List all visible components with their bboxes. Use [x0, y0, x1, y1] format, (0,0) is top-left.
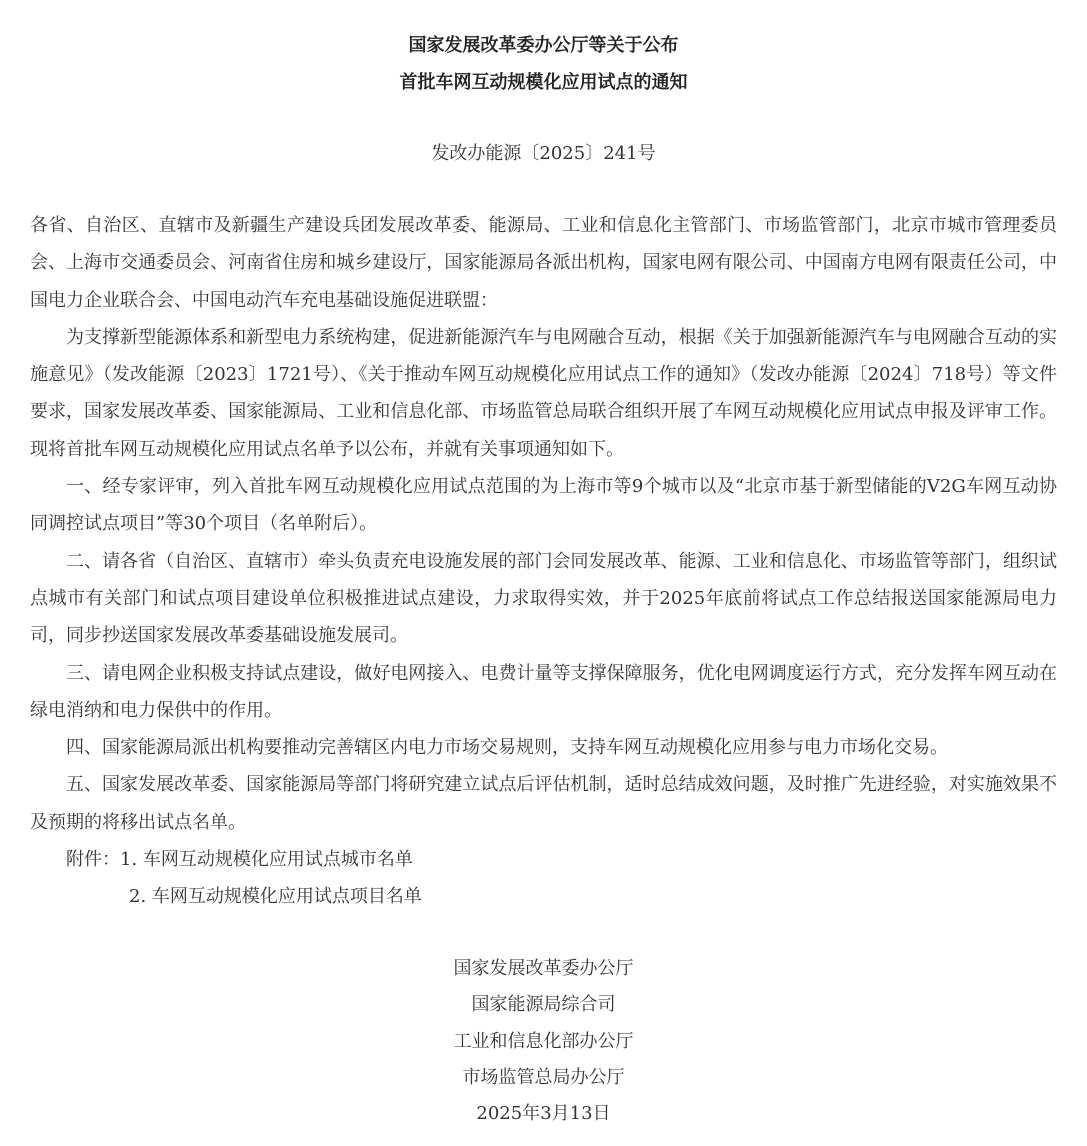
document-body — [30, 207, 1057, 916]
paragraph-intro: 为支撑新型能源体系和新型电力系统构建，促进新能源汽车与电网融合互动，根据《关于加强新能源汽车与电网融合互动的实施意见》（发改能源〔2023〕1721号）、《关于推动车网互动规模化应用试点工作的通知》（发改办能源〔2024〕718号）等文件要求，国家发展改革委、国家能源局、工业和信息化部、市场监管总局联合组织开展了车网互动规模化应用试点申报及评审工作。现将首批车网互动规模化应用试点名单予以公布，并就有关事项通知如下。 — [30, 326, 1057, 460]
title-line-2: 首批车网互动规模化应用试点的通知 — [399, 72, 688, 93]
signature-block — [30, 951, 1057, 1132]
paragraph-item-2: 二、请各省（自治区、直辖市）牵头负责充电设施发展的部门会同发展改革、能源、工业和信息化、市场监管等部门，组织试点城市有关部门和试点项目建设单位积极推进试点建设，力求取得实效，并于2025年底前将试点工作总结报送国家能源局电力司，同步抄送国家发展改革委基础设施发展司。 — [30, 550, 1057, 647]
attachment-item-2: 2. 车网互动规模化应用试点项目名单 — [129, 886, 422, 908]
addressees: 各省、自治区、直辖市及新疆生产建设兵团发展改革委、能源局、工业和信息化主管部门、市场监管部门，北京市城市管理委员会、上海市交通委员会、河南省住房和城乡建设厅，国家能源局各派出机构，国家电网有限公司、中国南方电网有限责任公司，中国电力企业联合会、中国电动汽车充电基础设施促进联盟： — [30, 215, 1057, 311]
signatory-miit: 工业和信息化部办公厅 — [453, 1030, 634, 1052]
document-number: 发改办能源〔2025〕241号 — [431, 143, 656, 164]
signatory-samr: 市场监管总局办公厅 — [462, 1066, 625, 1088]
paragraph-item-5: 五、国家发展改革委、国家能源局等部门将研究建立试点后评估机制，适时总结成效问题，及时推广先进经验，对实施效果不及预期的将移出试点名单。 — [30, 774, 1057, 833]
title-line-1: 国家发展改革委办公厅等关于公布 — [408, 35, 679, 56]
paragraph-item-4: 四、国家能源局派出机构要推动完善辖区内电力市场交易规则，支持车网互动规模化应用参与电力市场化交易。 — [66, 737, 948, 759]
attachment-item-1: 1. 车网互动规模化应用试点城市名单 — [120, 849, 413, 871]
paragraph-item-3: 三、请电网企业积极支持试点建设，做好电网接入、电费计量等支撑保障服务，优化电网调度运行方式，充分发挥车网互动在绿电消纳和电力保供中的作用。 — [30, 662, 1057, 721]
paragraph-item-1: 一、经专家评审，列入首批车网互动规模化应用试点范围的为上海市等9个城市以及“北京市基于新型储能的V2G车网互动协同调控试点项目”等30个项目（名单附后）。 — [30, 476, 1057, 535]
issue-date: 2025年3月13日 — [476, 1103, 611, 1125]
attachments-label: 附件： — [66, 849, 120, 871]
signatory-ndrc: 国家发展改革委办公厅 — [453, 958, 634, 979]
signatory-nea: 国家能源局综合司 — [471, 994, 616, 1016]
document-title — [30, 27, 1057, 101]
attachment-row-2 — [30, 878, 1057, 915]
attachments-list — [30, 841, 1057, 878]
